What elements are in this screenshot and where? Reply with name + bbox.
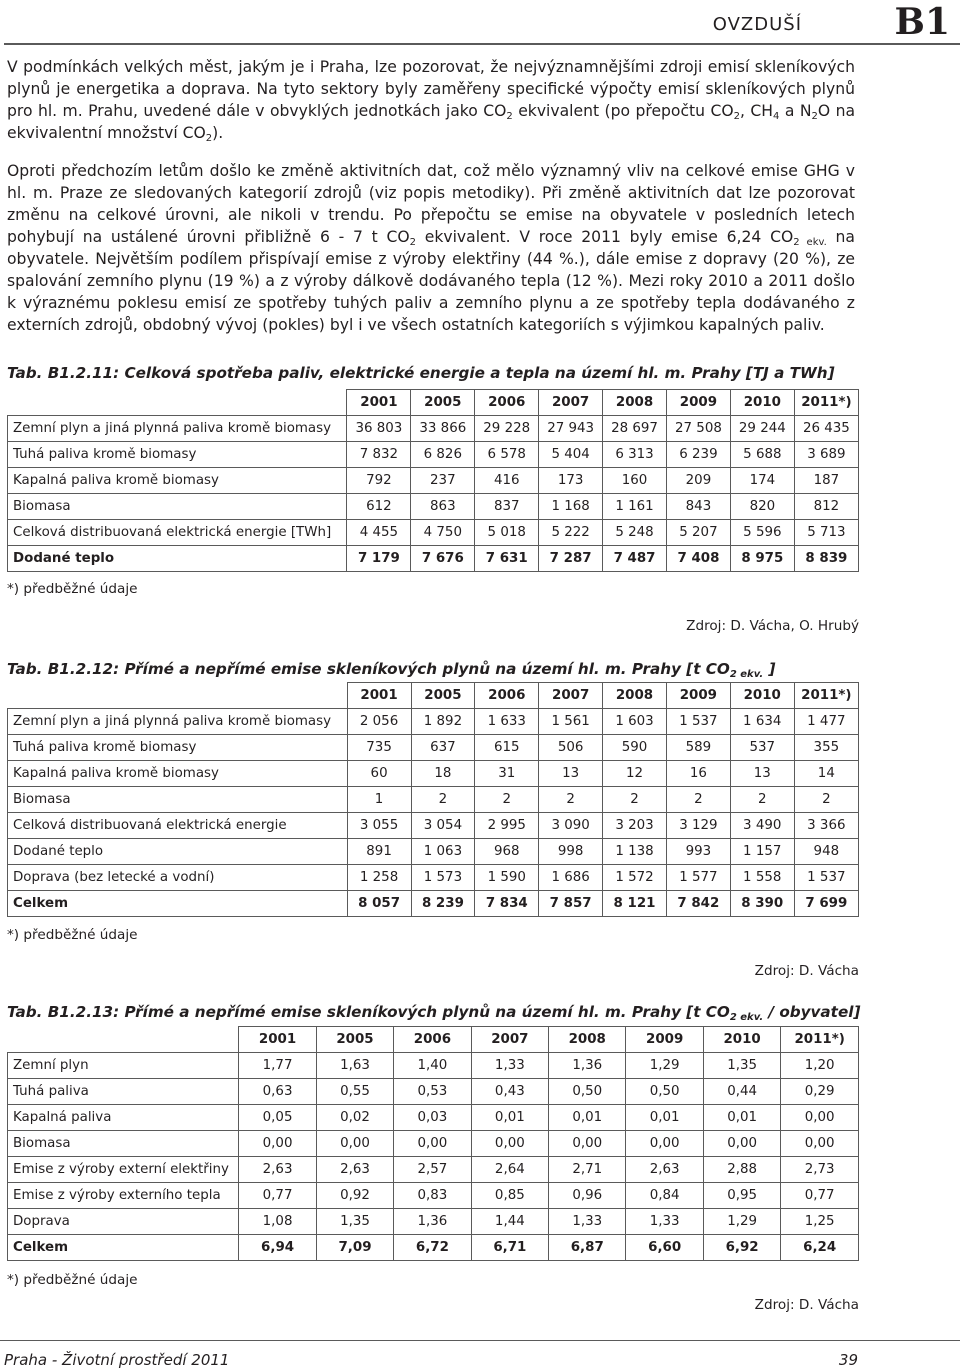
table-cell: 2 <box>475 787 539 813</box>
table-cell: 16 <box>666 761 730 787</box>
table-cell: 0,63 <box>239 1079 316 1105</box>
table-cell: 60 <box>347 761 411 787</box>
table2-note: *) předběžné údaje <box>7 927 138 943</box>
table-cell: 948 <box>794 839 858 865</box>
table-cell: 1,33 <box>626 1209 703 1235</box>
table-cell: 0,00 <box>239 1131 316 1157</box>
row-label: Celkem <box>8 1235 239 1261</box>
table-cell: 0,44 <box>703 1079 780 1105</box>
header-divider <box>4 43 960 45</box>
table-cell: 0,00 <box>316 1131 393 1157</box>
table-cell: 1 537 <box>794 865 858 891</box>
row-label: Zemní plyn <box>8 1053 239 1079</box>
table-cell: 12 <box>603 761 667 787</box>
table-cell: 3 689 <box>794 442 858 468</box>
table-cell: 1,20 <box>781 1053 859 1079</box>
chapter-code: B1 <box>894 1 950 43</box>
table-cell: 237 <box>411 468 475 494</box>
table-cell: 1,40 <box>394 1053 471 1079</box>
table-cell: 2,57 <box>394 1157 471 1183</box>
table-cell: 6 313 <box>603 442 667 468</box>
table-cell: 29 228 <box>475 416 539 442</box>
table-row <box>8 1131 859 1157</box>
table-cell: 3 055 <box>347 813 411 839</box>
year-header: 2001 <box>347 390 411 416</box>
table-row <box>8 1183 859 1209</box>
table-row <box>8 1079 859 1105</box>
table-cell: 7 676 <box>411 546 475 572</box>
table-cell: 0,00 <box>394 1131 471 1157</box>
row-label: Zemní plyn a jiná plynná paliva kromě biomasy <box>8 416 347 442</box>
table-cell: 1 633 <box>475 709 539 735</box>
table-cell: 0,00 <box>626 1131 703 1157</box>
year-header: 2005 <box>316 1027 393 1053</box>
table-cell: 29 244 <box>730 416 794 442</box>
year-header: 2010 <box>730 683 794 709</box>
year-header: 2011*) <box>781 1027 859 1053</box>
table-cell: 5 404 <box>539 442 603 468</box>
year-header: 2009 <box>666 390 730 416</box>
table-cell: 0,02 <box>316 1105 393 1131</box>
table1-source: Zdroj: D. Vácha, O. Hrubý <box>686 618 859 634</box>
table-cell: 2,64 <box>471 1157 548 1183</box>
table-cell: 1 892 <box>411 709 475 735</box>
table-cell: 0,77 <box>781 1183 859 1209</box>
table-cell: 7 699 <box>794 891 858 917</box>
table-cell: 2 <box>603 787 667 813</box>
table-cell: 1 477 <box>794 709 858 735</box>
table-cell: 6,87 <box>549 1235 626 1261</box>
table-cell: 355 <box>794 735 858 761</box>
table-cell: 1,08 <box>239 1209 316 1235</box>
table-cell: 6,71 <box>471 1235 548 1261</box>
table-cell: 0,00 <box>703 1131 780 1157</box>
table-cell: 5 018 <box>475 520 539 546</box>
row-label: Kapalná paliva kromě biomasy <box>8 468 347 494</box>
table-cell: 0,96 <box>549 1183 626 1209</box>
table-cell: 5 207 <box>666 520 730 546</box>
table-cell: 18 <box>411 761 475 787</box>
table-cell: 1 161 <box>603 494 667 520</box>
table-cell: 1 <box>347 787 411 813</box>
table-cell: 1 168 <box>539 494 603 520</box>
table-header-row <box>8 1027 859 1053</box>
year-header: 2009 <box>626 1027 703 1053</box>
table-cell: 1 590 <box>475 865 539 891</box>
table3-note: *) předběžné údaje <box>7 1272 138 1288</box>
table-row <box>8 787 859 813</box>
intro-paragraph: V podmínkách velkých měst, jakým je i Praha, lze pozorovat, že nejvýznamnějšími zdroji emisí skleníkových plynů je energetika a doprava. Na tyto sektory byly zaměřeny specifické výpočty emisí skleníkových plynů pro hl. m. Prahu, uvedené dále v obvyklých jednotkách jako $CO_2$ ekvivalent (po přepočtu $CO_2$, $CH_4$ a $N_2O$ na ekvivalentní množství $CO_2$). <box>7 58 856 144</box>
table-cell: 0,05 <box>239 1105 316 1131</box>
table-cell: 2,73 <box>781 1157 859 1183</box>
row-label: Zemní plyn a jiná plynná paliva kromě biomasy <box>8 709 348 735</box>
table-cell: 1 634 <box>730 709 794 735</box>
table-cell: 1,35 <box>703 1053 780 1079</box>
table-cell: 0,01 <box>703 1105 780 1131</box>
blank-corner-cell <box>8 683 348 709</box>
table-cell: 13 <box>730 761 794 787</box>
table-row <box>8 1105 859 1131</box>
table-cell: 0,43 <box>471 1079 548 1105</box>
table-cell: 2 <box>794 787 858 813</box>
table-cell: 0,01 <box>471 1105 548 1131</box>
table-cell: 7 857 <box>539 891 603 917</box>
row-label: Doprava <box>8 1209 239 1235</box>
table-cell: 1,36 <box>394 1209 471 1235</box>
table-row <box>8 891 859 917</box>
table-cell: 1,35 <box>316 1209 393 1235</box>
row-label: Celkem <box>8 891 348 917</box>
table-cell: 1 063 <box>411 839 475 865</box>
table-cell: 0,53 <box>394 1079 471 1105</box>
table-cell: 537 <box>730 735 794 761</box>
table-cell: 1,29 <box>703 1209 780 1235</box>
table-cell: 209 <box>666 468 730 494</box>
footer-title: Praha - Životní prostředí 2011 <box>4 1351 230 1369</box>
table-cell: 5 688 <box>730 442 794 468</box>
table-cell: 820 <box>730 494 794 520</box>
table-cell: 1 558 <box>730 865 794 891</box>
table-cell: 1 686 <box>539 865 603 891</box>
year-header: 2010 <box>703 1027 780 1053</box>
table-cell: 612 <box>347 494 411 520</box>
row-label: Celková distribuovaná elektrická energie [TWh] <box>8 520 347 546</box>
table-row <box>8 865 859 891</box>
year-header: 2008 <box>603 390 667 416</box>
year-header: 2008 <box>603 683 667 709</box>
table-cell: 2 <box>411 787 475 813</box>
table-cell: 2 <box>539 787 603 813</box>
table-row <box>8 442 859 468</box>
year-header: 2001 <box>239 1027 316 1053</box>
table-cell: 0,92 <box>316 1183 393 1209</box>
table-row <box>8 494 859 520</box>
table-header-row <box>8 390 859 416</box>
table-cell: 3 366 <box>794 813 858 839</box>
row-label: Biomasa <box>8 787 348 813</box>
table-cell: 1 138 <box>603 839 667 865</box>
table-cell: 998 <box>539 839 603 865</box>
table2-caption: Tab. B1.2.12: Přímé a nepřímé emise skleníkových plynů na území hl. m. Prahy [t $CO_{2 ekv.}$ ] <box>7 660 776 680</box>
year-header: 2009 <box>666 683 730 709</box>
table-cell: 1 258 <box>347 865 411 891</box>
table-cell: 7 287 <box>539 546 603 572</box>
table-cell: 7 832 <box>347 442 411 468</box>
table-cell: 3 129 <box>666 813 730 839</box>
table-cell: 0,01 <box>626 1105 703 1131</box>
table-row <box>8 416 859 442</box>
table-cell: 7 408 <box>666 546 730 572</box>
table-cell: 8 057 <box>347 891 411 917</box>
year-header: 2007 <box>539 390 603 416</box>
year-header: 2006 <box>394 1027 471 1053</box>
row-label: Dodané teplo <box>8 546 347 572</box>
trend-paragraph: Oproti předchozím letům došlo ke změně aktivitních dat, což mělo významný vliv na celkové emise GHG v hl. m. Praze ze sledovaných kategorií zdrojů (viz popis metodiky). Při změně aktivitních dat lze pozorovat změnu na celkové úrovni, ale nikoli v trendu. Po přepočtu se emise na obyvatele v posledních letech pohybují na ustálené úrovni přibližně 6 - 7 t $CO_2$ ekvivalent. V roce 2011 byly emise 6,24 $CO_{2 ekv.}$ na obyvatele. Největším podílem přispívají emise z výroby elektřiny (44 %.), dále emise z dopravy (20 %), ze spalování zemního plynu (19 %) a z výroby dálkově dodávaného tepla (12 %). Mezi roky 2010 a 2011 došlo k výraznému poklesu emisí ze spotřeby tuhých paliv a zemního plynu a ze spotřeby tepla dodávaného z externích zdrojů, obdobný vývoj (pokles) byl i ve všech ostatních kategoriích s výjimkou kapalných paliv. <box>7 162 855 334</box>
table-cell: 2 995 <box>475 813 539 839</box>
row-label: Biomasa <box>8 1131 239 1157</box>
footer-divider <box>0 1340 960 1341</box>
table-cell: 0,85 <box>471 1183 548 1209</box>
table-cell: 812 <box>794 494 858 520</box>
table-cell: 6,60 <box>626 1235 703 1261</box>
table-cell: 3 490 <box>730 813 794 839</box>
table-cell: 5 248 <box>603 520 667 546</box>
table-cell: 8 975 <box>730 546 794 572</box>
table-row <box>8 520 859 546</box>
table-cell: 6 239 <box>666 442 730 468</box>
table-cell: 792 <box>347 468 411 494</box>
table-cell: 14 <box>794 761 858 787</box>
blank-corner-cell <box>8 1027 239 1053</box>
table-cell: 891 <box>347 839 411 865</box>
table-cell: 8 390 <box>730 891 794 917</box>
table-cell: 8 239 <box>411 891 475 917</box>
table-row <box>8 1209 859 1235</box>
emissions-table <box>7 682 859 917</box>
table-cell: 13 <box>539 761 603 787</box>
table-cell: 2,63 <box>626 1157 703 1183</box>
row-label: Dodané teplo <box>8 839 348 865</box>
table3-caption: Tab. B1.2.13: Přímé a nepřímé emise skleníkových plynů na území hl. m. Prahy [t $CO_{2 ekv.}$ / obyvatel] <box>7 1003 861 1023</box>
table-cell: 0,50 <box>626 1079 703 1105</box>
table1-caption: Tab. B1.2.11: Celková spotřeba paliv, elektrické energie a tepla na území hl. m. Prahy [TJ a TWh] <box>7 364 835 382</box>
table-cell: 2 <box>730 787 794 813</box>
table-cell: 1,25 <box>781 1209 859 1235</box>
table-cell: 7 631 <box>475 546 539 572</box>
section-title: OVZDUŠÍ <box>712 14 802 35</box>
table-row <box>8 761 859 787</box>
row-label: Biomasa <box>8 494 347 520</box>
row-label: Doprava (bez letecké a vodní) <box>8 865 348 891</box>
table-cell: 5 222 <box>539 520 603 546</box>
table-cell: 6,72 <box>394 1235 471 1261</box>
table-cell: 31 <box>475 761 539 787</box>
table-cell: 1 577 <box>666 865 730 891</box>
table-cell: 0,50 <box>549 1079 626 1105</box>
table-cell: 6 826 <box>411 442 475 468</box>
table-cell: 863 <box>411 494 475 520</box>
table-header-row <box>8 683 859 709</box>
table-cell: 160 <box>603 468 667 494</box>
table-cell: 7 834 <box>475 891 539 917</box>
year-header: 2010 <box>730 390 794 416</box>
table3-source: Zdroj: D. Vácha <box>754 1297 859 1313</box>
table-cell: 0,01 <box>549 1105 626 1131</box>
table-cell: 1,33 <box>471 1053 548 1079</box>
table-cell: 0,29 <box>781 1079 859 1105</box>
row-label: Kapalná paliva kromě biomasy <box>8 761 348 787</box>
table-cell: 2,88 <box>703 1157 780 1183</box>
year-header: 2011*) <box>794 390 858 416</box>
table1-note: *) předběžné údaje <box>7 581 138 597</box>
table-cell: 993 <box>666 839 730 865</box>
table-cell: 33 866 <box>411 416 475 442</box>
table-cell: 4 750 <box>411 520 475 546</box>
table-cell: 7 842 <box>666 891 730 917</box>
table-cell: 0,77 <box>239 1183 316 1209</box>
table-cell: 0,84 <box>626 1183 703 1209</box>
year-header: 2005 <box>411 683 475 709</box>
row-label: Emise z výroby externí elektřiny <box>8 1157 239 1183</box>
table-row <box>8 1235 859 1261</box>
table-cell: 637 <box>411 735 475 761</box>
table-row <box>8 709 859 735</box>
year-header: 2006 <box>475 390 539 416</box>
table-cell: 0,55 <box>316 1079 393 1105</box>
table2-source: Zdroj: D. Vácha <box>754 963 859 979</box>
table-cell: 7 487 <box>603 546 667 572</box>
year-header: 2001 <box>347 683 411 709</box>
table-cell: 187 <box>794 468 858 494</box>
table-cell: 2 056 <box>347 709 411 735</box>
table-cell: 28 697 <box>603 416 667 442</box>
table-cell: 4 455 <box>347 520 411 546</box>
row-label: Tuhá paliva kromě biomasy <box>8 442 347 468</box>
table-row <box>8 735 859 761</box>
page-number: 39 <box>838 1351 858 1369</box>
table-row <box>8 468 859 494</box>
table-cell: 1,77 <box>239 1053 316 1079</box>
year-header: 2006 <box>475 683 539 709</box>
table-cell: 735 <box>347 735 411 761</box>
table-cell: 837 <box>475 494 539 520</box>
table-cell: 3 054 <box>411 813 475 839</box>
table-row <box>8 839 859 865</box>
table-cell: 0,00 <box>549 1131 626 1157</box>
row-label: Kapalná paliva <box>8 1105 239 1131</box>
year-header: 2005 <box>411 390 475 416</box>
table-cell: 589 <box>666 735 730 761</box>
table-cell: 5 713 <box>794 520 858 546</box>
row-label: Tuhá paliva <box>8 1079 239 1105</box>
table-cell: 6 578 <box>475 442 539 468</box>
table-cell: 173 <box>539 468 603 494</box>
table-cell: 843 <box>666 494 730 520</box>
table-cell: 8 839 <box>794 546 858 572</box>
table-cell: 6,92 <box>703 1235 780 1261</box>
table-cell: 968 <box>475 839 539 865</box>
table-cell: 506 <box>539 735 603 761</box>
table-cell: 1 572 <box>603 865 667 891</box>
table-cell: 7 179 <box>347 546 411 572</box>
table-cell: 2,63 <box>316 1157 393 1183</box>
table-cell: 416 <box>475 468 539 494</box>
table-row <box>8 1053 859 1079</box>
year-header: 2007 <box>471 1027 548 1053</box>
fuel-consumption-table <box>7 389 859 572</box>
table-cell: 1 573 <box>411 865 475 891</box>
table-cell: 0,95 <box>703 1183 780 1209</box>
year-header: 2011*) <box>794 683 858 709</box>
table-cell: 36 803 <box>347 416 411 442</box>
year-header: 2007 <box>539 683 603 709</box>
table-cell: 0,03 <box>394 1105 471 1131</box>
table-cell: 3 090 <box>539 813 603 839</box>
table-cell: 26 435 <box>794 416 858 442</box>
table-cell: 5 596 <box>730 520 794 546</box>
table-cell: 2,71 <box>549 1157 626 1183</box>
row-label: Tuhá paliva kromě biomasy <box>8 735 348 761</box>
table-cell: 27 508 <box>666 416 730 442</box>
table-cell: 2 <box>666 787 730 813</box>
blank-corner-cell <box>8 390 347 416</box>
table-row <box>8 813 859 839</box>
table-cell: 0,83 <box>394 1183 471 1209</box>
table-cell: 1,29 <box>626 1053 703 1079</box>
row-label: Emise z výroby externího tepla <box>8 1183 239 1209</box>
table-cell: 174 <box>730 468 794 494</box>
table-cell: 1 157 <box>730 839 794 865</box>
table-row <box>8 546 859 572</box>
table-cell: 590 <box>603 735 667 761</box>
table-cell: 1,36 <box>549 1053 626 1079</box>
table-cell: 7,09 <box>316 1235 393 1261</box>
table-cell: 6,94 <box>239 1235 316 1261</box>
table-row <box>8 1157 859 1183</box>
per-capita-emissions-table <box>7 1026 859 1261</box>
table-cell: 0,00 <box>471 1131 548 1157</box>
table-cell: 27 943 <box>539 416 603 442</box>
table-cell: 615 <box>475 735 539 761</box>
table-cell: 1,33 <box>549 1209 626 1235</box>
table-cell: 3 203 <box>603 813 667 839</box>
row-label: Celková distribuovaná elektrická energie <box>8 813 348 839</box>
table-cell: 2,63 <box>239 1157 316 1183</box>
table-cell: 1 537 <box>666 709 730 735</box>
table-cell: 0,00 <box>781 1105 859 1131</box>
year-header: 2008 <box>549 1027 626 1053</box>
table-cell: 1,44 <box>471 1209 548 1235</box>
table-cell: 0,00 <box>781 1131 859 1157</box>
table-cell: 6,24 <box>781 1235 859 1261</box>
table-cell: 8 121 <box>603 891 667 917</box>
table-cell: 1 603 <box>603 709 667 735</box>
table-cell: 1,63 <box>316 1053 393 1079</box>
table-cell: 1 561 <box>539 709 603 735</box>
